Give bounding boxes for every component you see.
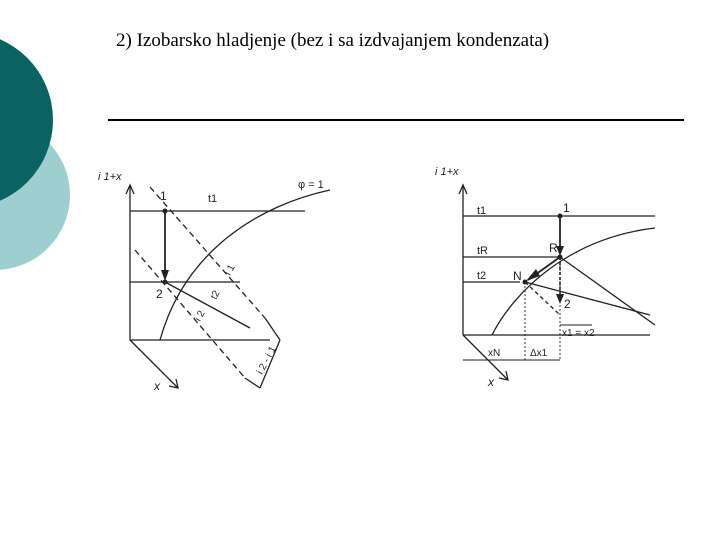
left-axis-y-label: i 1+x	[98, 171, 122, 183]
left-temp-2-label: t2	[208, 288, 223, 302]
right-axis-x-label: x	[488, 375, 494, 389]
left-diff-bracket-a	[265, 318, 280, 340]
right-N-line	[525, 282, 650, 315]
left-enthalpy-1-label: i 1	[222, 262, 238, 278]
right-point-1-dot	[558, 214, 563, 219]
right-R-line	[560, 257, 655, 325]
right-diagram	[420, 150, 670, 400]
right-R-N-arrowhead	[526, 269, 540, 281]
right-point-N-dot	[523, 280, 528, 285]
slide-title: 2) Izobarsko hladjenje (bez i sa izdvajanjem kondenzata)	[116, 30, 550, 51]
right-xN-label: xN	[488, 348, 501, 359]
right-2-arrowhead	[556, 294, 564, 304]
left-point-2-label: 2	[156, 287, 163, 301]
left-isotherm-t1-label: t1	[208, 193, 218, 205]
right-diagram-svg	[420, 150, 670, 400]
left-axis-x-label: x	[154, 379, 160, 393]
right-axis-y-label: i 1+x	[435, 166, 459, 178]
left-diagram-svg	[90, 150, 360, 410]
left-point-1-dot	[163, 209, 168, 214]
right-dx-label: Δx1	[530, 348, 548, 359]
right-t1-label: t1	[477, 205, 487, 217]
left-saturation-curve	[160, 190, 330, 340]
decorative-circles	[0, 0, 80, 300]
left-diff-bracket-b	[245, 378, 260, 388]
left-point-2-dot	[163, 280, 168, 285]
right-x-axis	[463, 335, 508, 380]
right-point-R-dot	[558, 255, 563, 260]
left-point-1-label: 1	[160, 189, 167, 203]
left-saturation-label: φ = 1	[298, 179, 324, 191]
left-enthalpy-2-label: i 2	[192, 308, 208, 324]
right-point-2-label: 2	[564, 297, 571, 311]
right-t2-label: t2	[477, 270, 487, 282]
right-point-1-label: 1	[563, 201, 570, 215]
right-point-N-label: N	[513, 269, 522, 283]
title-divider	[108, 119, 684, 121]
left-t2-line	[165, 282, 250, 328]
left-diagram	[90, 150, 360, 410]
left-enthalpy-1-line	[150, 187, 265, 318]
right-x1x2-label: x1 = x2	[562, 328, 595, 339]
right-tR-label: tR	[477, 245, 488, 257]
left-difference-label: i 2 - i 1	[254, 344, 279, 377]
left-cooling-arrowhead	[161, 270, 169, 281]
right-point-R-label: R	[549, 241, 558, 255]
